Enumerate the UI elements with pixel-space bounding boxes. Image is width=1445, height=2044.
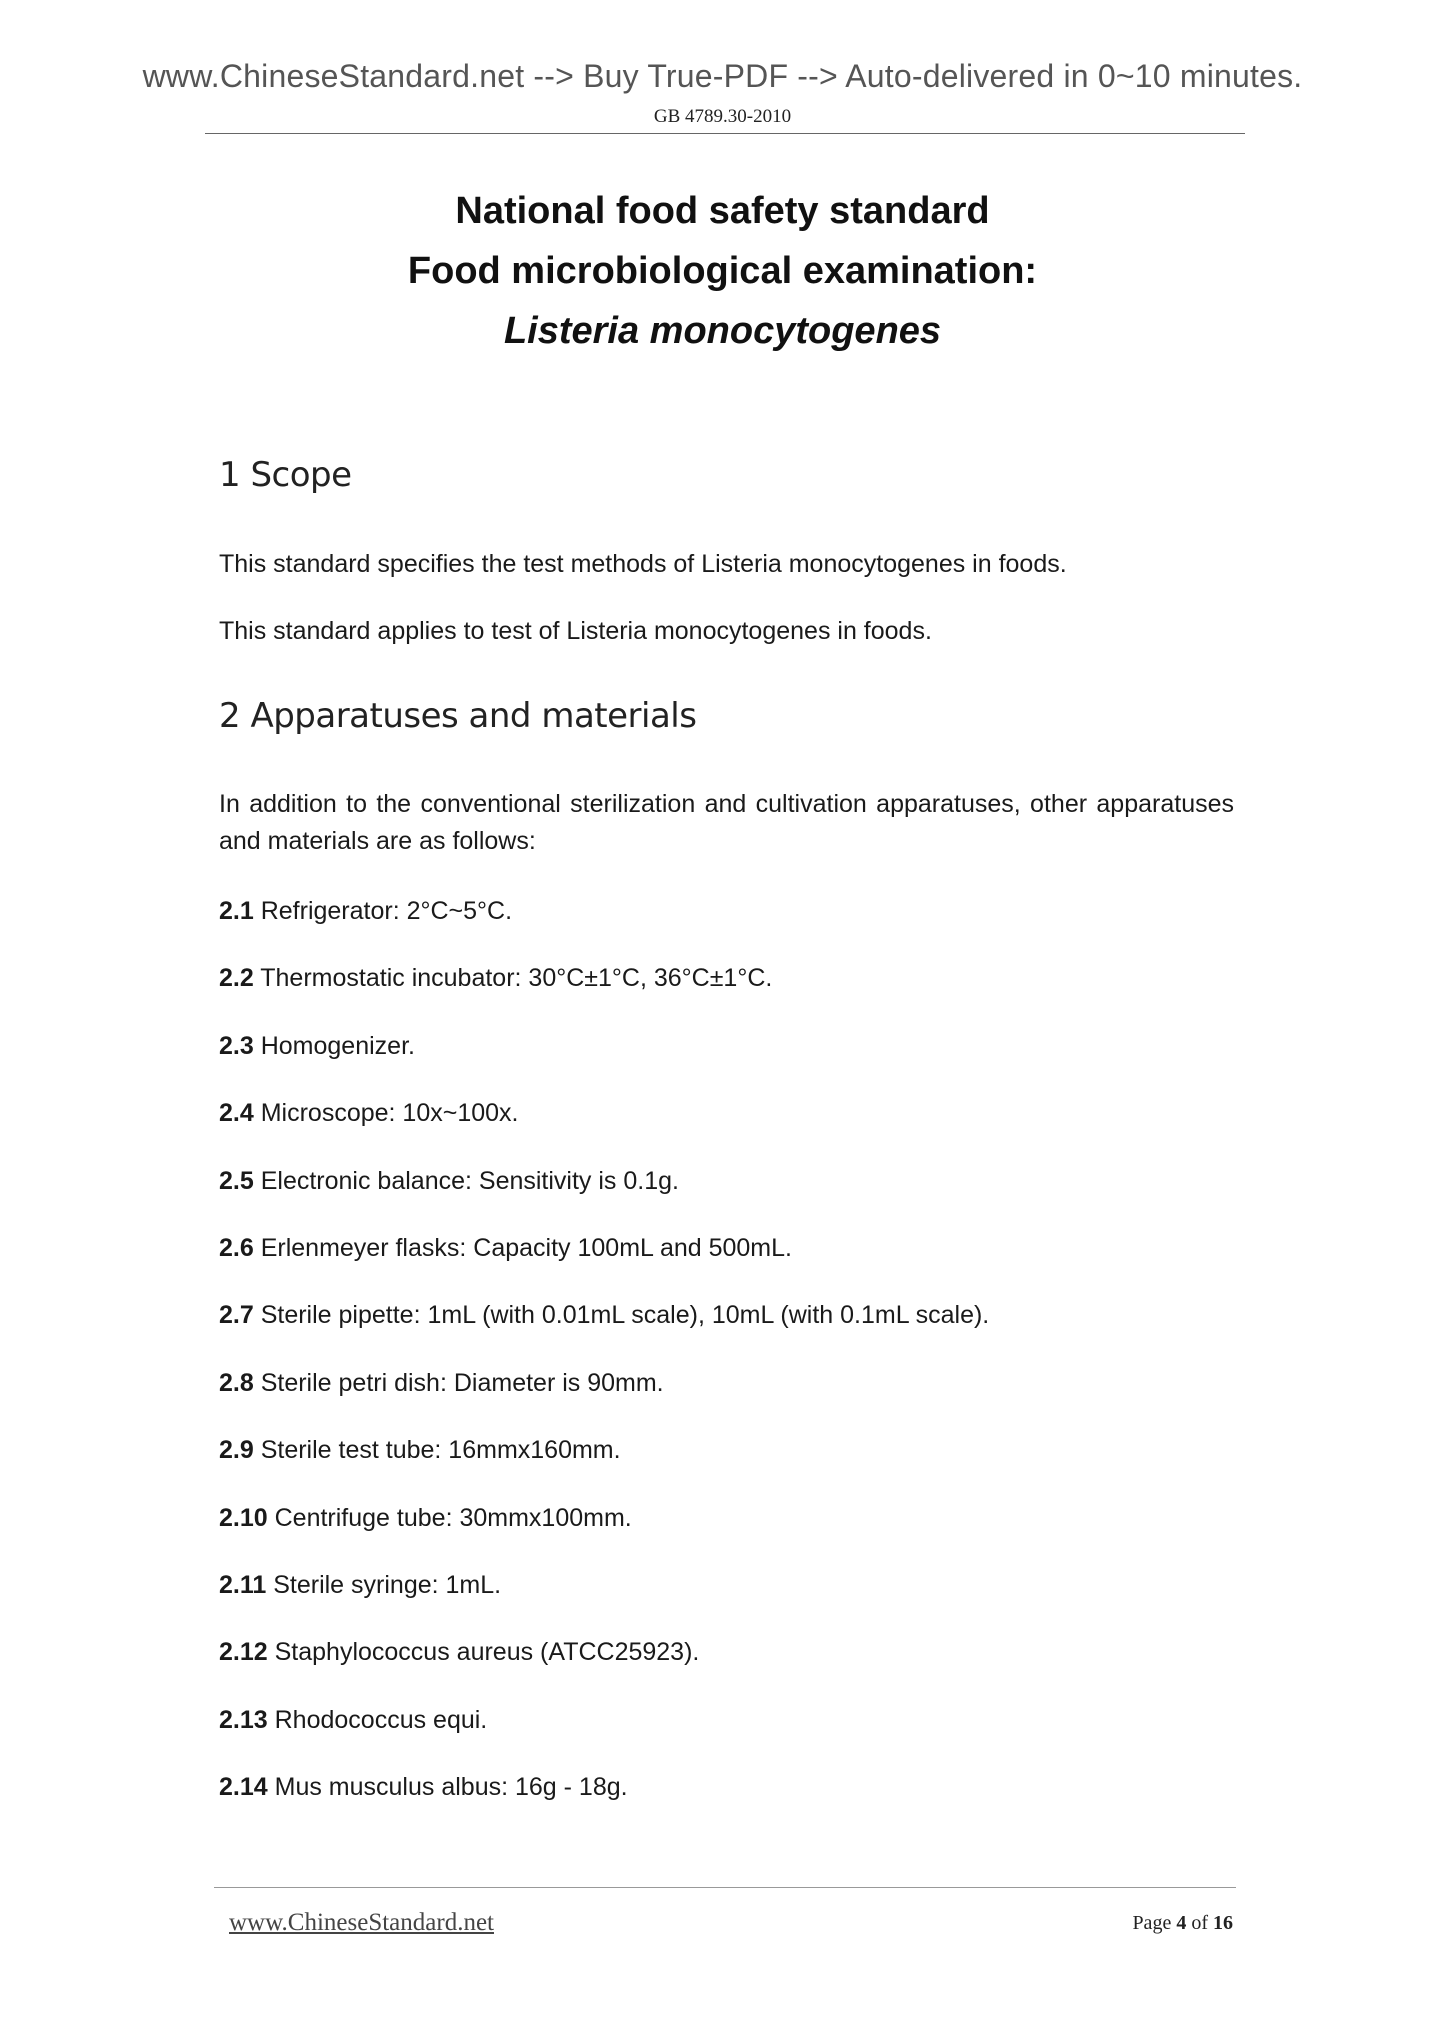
page-total: 16: [1213, 1912, 1233, 1934]
page-number: [1132, 1912, 1233, 1935]
list-item: [219, 964, 772, 993]
item-number: 2.1: [219, 897, 254, 925]
document-title-line3: Listeria monocytogenes: [503, 310, 942, 352]
page-current: 4: [1176, 1912, 1187, 1934]
list-item: [219, 1301, 989, 1330]
item-number: 2.14: [219, 1773, 268, 1801]
list-item: [219, 1369, 664, 1398]
item-text: Electronic balance: Sensitivity is 0.1g.: [253, 1167, 679, 1195]
list-item: [219, 897, 512, 926]
scope-paragraph-1: This standard specifies the test methods of Listeria monocytogenes in foods.: [219, 550, 1067, 578]
item-number: 2.13: [219, 1706, 268, 1734]
item-number: 2.5: [219, 1167, 254, 1195]
list-item: [219, 1032, 415, 1061]
header-banner: www.ChineseStandard.net --> Buy True-PDF --> Auto-delivered in 0~10 minutes.: [142, 58, 1303, 94]
scope-paragraph-2: This standard applies to test of Listeria monocytogenes in foods.: [219, 617, 932, 645]
footer-divider: [214, 1887, 1236, 1888]
list-item: [219, 1638, 699, 1667]
item-text: Refrigerator: 2°C~5°C.: [253, 897, 513, 925]
item-text: Sterile pipette: 1mL (with 0.01mL scale), 10mL (with 0.1mL scale).: [253, 1301, 990, 1329]
list-item: [219, 1571, 501, 1600]
item-text: Staphylococcus aureus (ATCC25923).: [267, 1638, 700, 1666]
document-title-line1: National food safety standard: [455, 190, 990, 232]
item-text: Microscope: 10x~100x.: [253, 1099, 519, 1127]
list-item: [219, 1436, 621, 1465]
item-number: 2.10: [219, 1504, 268, 1532]
list-item: [219, 1234, 792, 1263]
item-text: Centrifuge tube: 30mmx100mm.: [267, 1504, 632, 1532]
item-number: 2.2: [219, 964, 254, 992]
page-prefix: Page: [1132, 1912, 1177, 1934]
item-text: Mus musculus albus: 16g - 18g.: [267, 1773, 628, 1801]
item-number: 2.3: [219, 1032, 254, 1060]
page-of: of: [1186, 1912, 1213, 1934]
item-number: 2.7: [219, 1301, 254, 1329]
list-item: [219, 1773, 628, 1802]
document-title-line2: Food microbiological examination:: [407, 250, 1038, 292]
item-text: Thermostatic incubator: 30°C±1°C, 36°C±1°C.: [253, 964, 773, 992]
list-item: [219, 1504, 632, 1533]
standard-code: GB 4789.30-2010: [653, 106, 792, 127]
section-heading-apparatuses: 2 Apparatuses and materials: [219, 696, 697, 736]
list-item: [219, 1706, 487, 1735]
footer-website-link[interactable]: www.ChineseStandard.net: [229, 1909, 494, 1936]
item-number: 2.8: [219, 1369, 254, 1397]
item-number: 2.6: [219, 1234, 254, 1262]
item-text: Sterile test tube: 16mmx160mm.: [253, 1436, 621, 1464]
list-item: [219, 1167, 679, 1196]
item-text: Sterile petri dish: Diameter is 90mm.: [253, 1369, 664, 1397]
item-text: Erlenmeyer flasks: Capacity 100mL and 500mL.: [253, 1234, 792, 1262]
list-item: [219, 1099, 519, 1128]
item-number: 2.9: [219, 1436, 254, 1464]
header-divider: [205, 133, 1245, 134]
item-text: Sterile syringe: 1mL.: [266, 1571, 502, 1599]
item-number: 2.12: [219, 1638, 268, 1666]
item-number: 2.11: [219, 1571, 267, 1599]
item-number: 2.4: [219, 1099, 254, 1127]
item-text: Rhodococcus equi.: [267, 1706, 488, 1734]
section-heading-scope: 1 Scope: [219, 455, 352, 495]
apparatuses-intro: In addition to the conventional sterilization and cultivation apparatuses, other apparatuses and materials are as follows:: [219, 790, 1234, 855]
item-text: Homogenizer.: [253, 1032, 415, 1060]
